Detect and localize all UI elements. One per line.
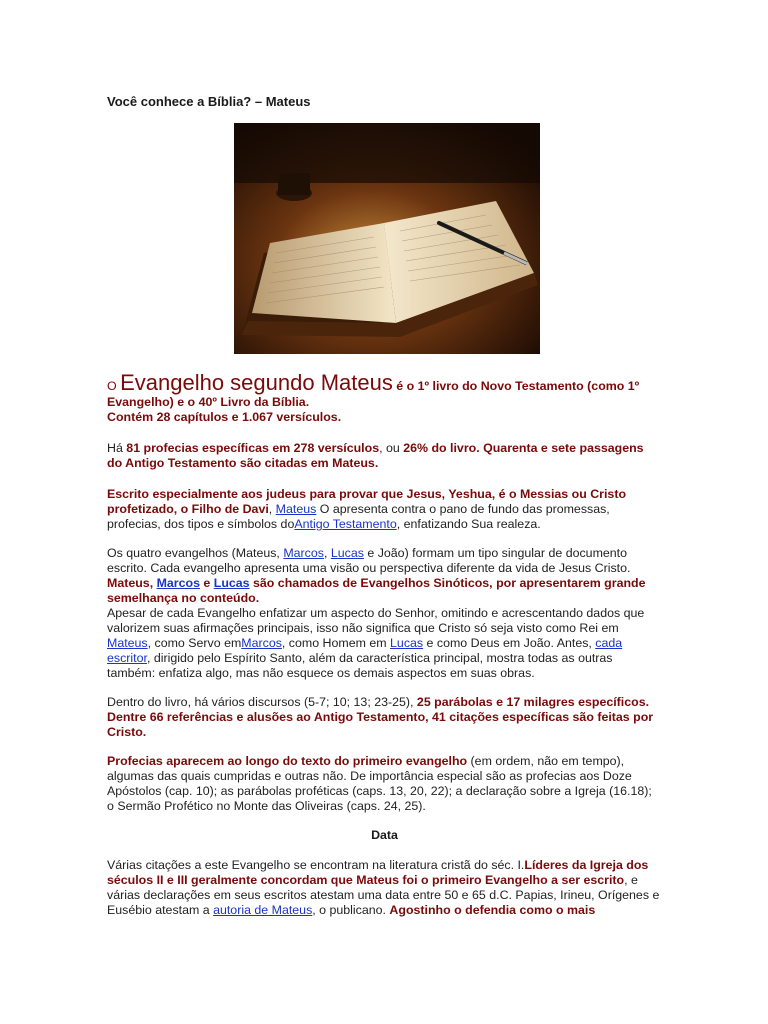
text: (em ordem, não em tempo), algumas das quais cumpridas e outras não. De importância especial são as profecias aos Doze Apóstolos (cap. 10); as parábolas proféticas (caps. 13, 20, 22); a declaração sobre a Igreja (16.18); o Sermão Profético no Monte das Oliveiras (caps. 24, 25). [107,754,652,813]
text: , dirigido pelo Espírito Santo, além da característica principal, mostra todas as outras também: enfatiza algo, mas não esquece os demais aspectos em suas obras. [107,651,613,680]
text: Várias citações a este Evangelho se encontram na literatura cristã do séc. I. [107,858,525,872]
text-bold: 25 parábolas e 17 milagres específicos. Dentre 66 referências e alusões ao Antigo Testamento, 41 citações específicas são feitas por Cristo. [107,695,654,739]
link-mateus-2[interactable]: Mateus [107,636,148,650]
paragraph-data [107,858,662,918]
text: , como Homem em [281,636,391,650]
paragraph-escrito [107,487,662,532]
text-bold: são chamados de Evangelhos Sinóticos, por apresentarem grande semelhança no conteúdo. [107,576,646,605]
text: Há [107,441,127,455]
text-bold: Profecias aparecem ao longo do texto do primeiro evangelho [107,754,468,768]
link-lucas-bold[interactable]: Lucas [213,576,250,590]
text: , o publicano. [312,903,390,917]
intro-heading: Evangelho segundo Mateus [120,370,393,395]
link-mateus[interactable]: Mateus [275,502,317,516]
text: , e várias declarações em seus escritos atestam uma data entre 50 e 65 d.C. Papias, Irineu, Orígenes e Eusébio atestam a [107,873,660,917]
link-lucas[interactable]: Lucas [330,546,364,560]
text-bold: 26% do livro. Quarenta e sete passagens do Antigo Testamento são citadas em Mateus. [107,441,644,470]
text-bold: e [199,576,214,590]
text-bold: Mateus, [107,576,157,590]
paragraph-profecias [107,441,662,471]
paragraph-discursos [107,695,662,740]
link-marcos-3[interactable]: Marcos [241,636,282,650]
text-bold: 81 profecias específicas em 278 versículos [126,441,380,455]
intro-o: O [107,379,121,393]
link-antigo-testamento[interactable]: Antigo Testamento [294,517,397,531]
bible-photo [234,123,540,354]
text-bold: Líderes da Igreja dos séculos II e III geralmente concordam que Mateus foi o primeiro Evangelho a ser escrito [107,858,649,887]
text: , como Servo em [147,636,242,650]
text-bold: Escrito especialmente aos judeus para provar que Jesus, Yeshua, é o Messias ou Cristo profetizado, o Filho de Davi [107,487,627,516]
link-marcos[interactable]: Marcos [283,546,324,560]
text: Os quatro evangelhos (Mateus, [107,546,284,560]
section-heading-data: Data [371,828,398,842]
text: Apesar de cada Evangelho enfatizar um aspecto do Senhor, omitindo e acrescentando dados que valorizem suas afirmações principais, isso não significa que Cristo só seja visto como Rei em [107,606,645,635]
text: , [268,502,276,516]
link-autoria-de-mateus[interactable]: autoria de Mateus [213,903,313,917]
link-cada-escritor[interactable]: cada escritor [107,636,623,665]
link-marcos-bold[interactable]: Marcos [156,576,200,590]
text: , ou [379,441,404,455]
paragraph-evangelhos [107,546,662,681]
text: e como Deus em João. Antes, [423,636,596,650]
text-bold: Agostinho o defendia como o mais [389,903,596,917]
text: , enfatizando Sua realeza. [396,517,541,531]
text: O apresenta contra o pano de fundo das promessas, profecias, dos tipos e símbolos do [107,502,610,531]
intro-paragraph [107,371,662,425]
text: , [323,546,331,560]
intro-line2: Contém 28 capítulos e 1.067 versículos. [107,410,342,424]
text: Dentro do livro, há vários discursos (5-7; 10; 13; 23-25), [107,695,417,709]
paragraph-profecias-texto [107,754,662,814]
page-title: Você conhece a Bíblia? – Mateus [107,94,311,109]
text: e João) formam um tipo singular de documento escrito. Cada evangelho apresenta uma visão ou perspectiva diferente da vida de Jesus Cristo. [107,546,631,575]
link-lucas-3[interactable]: Lucas [390,636,424,650]
intro-rest: é o 1º livro do Novo Testamento (como 1º Evangelho) e o 40º Livro da Bíblia. [107,379,640,409]
